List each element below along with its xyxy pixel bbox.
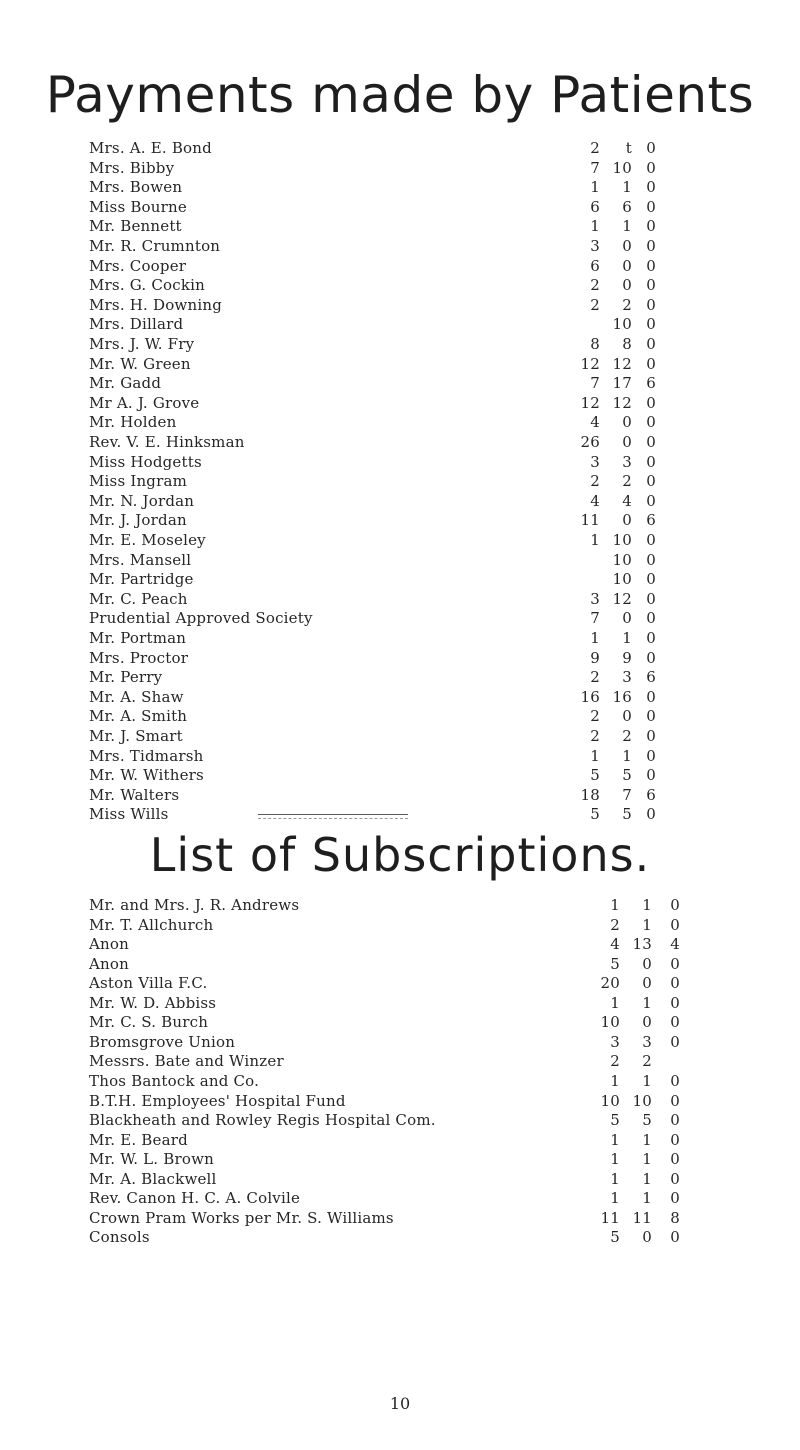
section-divider [258,814,408,815]
amount-shillings: 17 [612,374,632,393]
amount-shillings: 1 [622,746,632,765]
amount-pounds: 1 [590,178,600,197]
entry-name: B.T.H. Employees' Hospital Fund [89,1091,346,1110]
amount-pounds: 3 [590,452,600,471]
entry-name: Anon [89,954,129,973]
section-divider-dashed [258,818,408,819]
amount-shillings: 12 [612,393,632,412]
entry-name: Mrs. Proctor [89,648,189,667]
amount-pence: 0 [670,974,680,993]
amount-pence: 0 [646,197,656,216]
amount-shillings: 1 [622,217,632,236]
amount-shillings: 0 [622,511,632,530]
amount-shillings: 2 [642,1052,652,1071]
entry-name: Mr. Perry [89,668,163,687]
amount-shillings: 3 [642,1032,652,1051]
amount-shillings: 1 [642,1189,652,1208]
amount-shillings: 9 [622,648,632,667]
amount-pounds: 2 [590,707,600,726]
amount-shillings: 0 [622,276,632,295]
amount-pence: 0 [646,629,656,647]
amount-shillings: 1 [642,915,652,934]
amount-pounds: 11 [600,1208,620,1227]
entry-name: Mr. A. Blackwell [89,1169,217,1188]
entry-name: Miss Bourne [89,197,187,216]
amount-shillings: 3 [622,668,632,687]
entry-name: Miss Hodgetts [89,452,202,471]
amount-pence: 0 [646,687,656,706]
entry-name: Mrs. J. W. Fry [89,335,195,353]
entry-name: Mr. N. Jordan [89,491,195,510]
amount-pence: 0 [646,237,656,255]
amount-pounds: 2 [590,472,600,491]
amount-shillings: 13 [632,935,652,954]
amount-pounds: 1 [590,531,600,549]
amount-pounds: 12 [580,393,600,412]
amount-pounds: 2 [590,295,600,314]
amount-pence: 0 [670,1130,680,1149]
amount-pounds: 18 [580,785,600,804]
amount-pence: 6 [646,374,656,393]
entry-name: Prudential Approved Society [89,609,313,628]
entry-name: Mr. Portman [89,629,187,647]
amount-shillings: 0 [642,1013,652,1032]
entry-name: Mrs. H. Downing [89,295,222,314]
entry-name: Mr. T. Allchurch [89,915,214,934]
entry-name: Mr. and Mrs. J. R. Andrews [89,896,300,914]
amount-pounds: 7 [590,158,600,177]
entry-name: Mr. E. Moseley [89,531,206,549]
amount-shillings: 1 [622,178,632,197]
entry-name: Mr. C. S. Burch [89,1013,209,1032]
entry-name: Mr A. J. Grove [89,393,200,412]
entry-name: Crown Pram Works per Mr. S. Williams [89,1208,394,1227]
entry-name: Bromsgrove Union [89,1032,236,1051]
amount-pence: 6 [646,511,656,530]
entry-name: Mrs. G. Cockin [89,276,206,295]
entry-name: Consols [89,1228,150,1247]
entry-name: Thos Bantock and Co. [89,1071,260,1090]
amount-pounds: 10 [600,1013,620,1032]
page-number: 10 [389,1394,411,1413]
amount-pounds: 1 [590,629,600,647]
entry-name: Rev. Canon H. C. A. Colvile [89,1189,301,1208]
entry-name: Blackheath and Rowley Regis Hospital Com. [89,1111,436,1130]
amount-shillings: 2 [622,727,632,745]
amount-pence: 0 [670,1189,680,1208]
amount-pounds: 2 [590,727,600,745]
amount-pounds: 2 [590,276,600,295]
entry-name: Mrs. Bowen [89,178,183,197]
entry-name: Mr. C. Peach [89,589,188,608]
amount-shillings: 0 [622,433,632,451]
amount-pounds: 8 [590,335,600,353]
entry-name: Miss Wills [89,805,169,824]
amount-pence: 0 [646,354,656,373]
amount-pence: 0 [646,256,656,275]
entry-name: Rev. V. E. Hinksman [89,433,245,451]
amount-pence: 0 [670,993,680,1012]
entry-name: Mr. W. L. Brown [89,1150,214,1169]
amount-pounds: 7 [590,374,600,393]
amount-pounds: 3 [590,237,600,255]
amount-pounds: 16 [580,687,600,706]
amount-pence: 6 [646,785,656,804]
amount-pence: 0 [646,393,656,412]
amount-shillings: 5 [622,766,632,785]
amount-pounds: 1 [610,1071,620,1090]
amount-shillings: 0 [622,413,632,432]
amount-pounds: 2 [610,915,620,934]
amount-pence: 0 [670,1150,680,1169]
amount-pounds: 2 [610,1052,620,1071]
amount-shillings: t [625,139,632,157]
amount-shillings: 10 [612,158,632,177]
entry-name: Mr. J. Jordan [89,511,187,530]
amount-pounds: 1 [590,217,600,236]
amount-shillings: 12 [612,589,632,608]
amount-pounds: 6 [590,197,600,216]
amount-pounds: 6 [590,256,600,275]
amount-pounds: 9 [590,648,600,667]
entry-name: Mr. E. Beard [89,1130,188,1149]
amount-pounds: 3 [610,1032,620,1051]
entry-name: Mrs. A. E. Bond [89,139,212,157]
entry-name: Mr. W. Withers [89,766,204,785]
amount-shillings: 1 [642,1130,652,1149]
amount-shillings: 1 [642,1169,652,1188]
amount-pounds: 1 [610,1169,620,1188]
amount-pounds: 10 [600,1091,620,1110]
amount-pounds: 5 [610,1111,620,1130]
amount-pence: 0 [646,178,656,197]
amount-pence: 0 [646,609,656,628]
amount-shillings: 10 [612,315,632,334]
amount-pounds: 3 [590,589,600,608]
amount-pounds: 5 [590,766,600,785]
entry-name: Mr. R. Crumnton [89,237,221,255]
entry-name: Aston Villa F.C. [89,974,208,993]
amount-shillings: 12 [612,354,632,373]
amount-shillings: 10 [612,550,632,569]
amount-pence: 0 [646,315,656,334]
amount-pence: 0 [670,1032,680,1051]
amount-pence: 0 [646,570,656,589]
amount-pence: 0 [646,452,656,471]
amount-pence: 0 [646,433,656,451]
amount-pence: 0 [670,1169,680,1188]
amount-shillings: 8 [622,335,632,353]
amount-pounds: 2 [590,668,600,687]
amount-pounds: 4 [610,935,620,954]
amount-shillings: 0 [642,1228,652,1247]
amount-pounds: 1 [610,1150,620,1169]
amount-pence: 0 [646,413,656,432]
amount-shillings: 11 [632,1208,652,1227]
amount-shillings: 0 [622,237,632,255]
amount-shillings: 0 [622,707,632,726]
amount-pence: 0 [670,1071,680,1090]
amount-pence: 0 [646,589,656,608]
amount-pounds: 1 [610,896,620,914]
amount-pence: 0 [646,707,656,726]
entry-name: Mr. Gadd [89,374,162,393]
amount-pounds: 4 [590,413,600,432]
amount-pounds: 12 [580,354,600,373]
amount-pence: 6 [646,668,656,687]
amount-pounds: 2 [590,139,600,157]
amount-pence: 0 [670,1228,680,1247]
amount-pence: 0 [646,276,656,295]
entry-name: Mrs. Tidmarsh [89,746,204,765]
amount-shillings: 1 [622,629,632,647]
amount-pence: 0 [670,1091,680,1110]
amount-shillings: 10 [632,1091,652,1110]
amount-pence: 0 [646,805,656,824]
entry-name: Mr. Bennett [89,217,182,236]
payments-title: Payments made by Patients [45,66,755,124]
entry-name: Mr. Walters [89,785,180,804]
amount-pence: 0 [646,531,656,549]
amount-shillings: 1 [642,1150,652,1169]
amount-pence: 0 [646,648,656,667]
amount-pounds: 1 [610,1189,620,1208]
amount-shillings: 2 [622,295,632,314]
amount-shillings: 0 [642,974,652,993]
amount-pounds: 1 [610,1130,620,1149]
amount-pounds: 11 [580,511,600,530]
entry-name: Anon [89,935,129,954]
amount-pence: 0 [646,727,656,745]
amount-pounds: 4 [590,491,600,510]
amount-pence: 0 [646,335,656,353]
amount-shillings: 3 [622,452,632,471]
entry-name: Mr. A. Smith [89,707,188,726]
entry-name: Mr. Holden [89,413,177,432]
amount-pence: 0 [646,217,656,236]
amount-shillings: 1 [642,896,652,914]
entry-name: Mrs. Cooper [89,256,187,275]
entry-name: Mr. W. D. Abbiss [89,993,217,1012]
amount-shillings: 0 [642,954,652,973]
amount-pounds: 5 [610,1228,620,1247]
amount-pence: 0 [646,766,656,785]
amount-shillings: 1 [642,993,652,1012]
amount-pence: 0 [646,158,656,177]
entry-name: Mr. Partridge [89,570,194,589]
amount-pence: 0 [646,295,656,314]
amount-shillings: 2 [622,472,632,491]
entry-name: Mr. A. Shaw [89,687,184,706]
amount-shillings: 5 [642,1111,652,1130]
subscriptions-title: List of Subscriptions. [149,828,651,882]
amount-shillings: 7 [622,785,632,804]
amount-shillings: 0 [622,609,632,628]
amount-pence: 0 [670,915,680,934]
amount-shillings: 10 [612,570,632,589]
entry-name: Mr. W. Green [89,354,191,373]
amount-shillings: 0 [622,256,632,275]
amount-shillings: 6 [622,197,632,216]
amount-shillings: 5 [622,805,632,824]
entry-name: Mr. J. Smart [89,727,183,745]
amount-pence: 0 [670,1013,680,1032]
amount-pounds: 7 [590,609,600,628]
amount-pence: 0 [646,139,656,157]
list-item [0,1226,800,1248]
entry-name: Messrs. Bate and Winzer [89,1052,284,1071]
amount-shillings: 10 [612,531,632,549]
entry-name: Mrs. Bibby [89,158,175,177]
amount-pence: 0 [646,491,656,510]
amount-shillings: 16 [612,687,632,706]
amount-pounds: 1 [590,746,600,765]
amount-shillings: 4 [622,491,632,510]
amount-pounds: 1 [610,993,620,1012]
amount-pounds: 5 [590,805,600,824]
entry-name: Mrs. Mansell [89,550,192,569]
amount-pence: 0 [646,746,656,765]
amount-pence: 0 [646,472,656,491]
amount-pounds: 20 [600,974,620,993]
amount-pence: 0 [646,550,656,569]
amount-pence: 8 [670,1208,680,1227]
amount-pence: 0 [670,896,680,914]
amount-pence: 0 [670,954,680,973]
entry-name: Mrs. Dillard [89,315,184,334]
amount-pounds: 5 [610,954,620,973]
amount-pence: 4 [670,935,680,954]
amount-pounds: 26 [580,433,600,451]
amount-shillings: 1 [642,1071,652,1090]
amount-pence: 0 [670,1111,680,1130]
entry-name: Miss Ingram [89,472,188,491]
